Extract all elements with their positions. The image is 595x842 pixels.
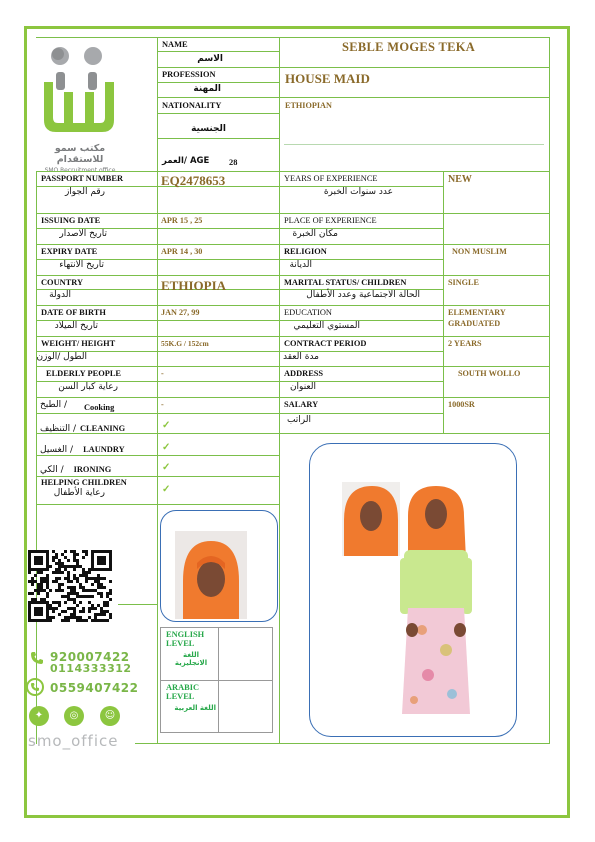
age-label: العمر/ AGE [162,156,210,166]
elderly-label-ar: رعاية كبار السن [58,382,118,392]
passport-photo [175,531,247,619]
phone-number-1: 920007422 [50,650,130,664]
expiry-date-label-ar: تاريخ الانتهاء [59,260,104,270]
profession-label: PROFESSION [162,70,216,79]
full-body-photo [342,480,472,720]
religion-label: RELIGION [284,247,327,256]
nationality-underline [284,144,544,145]
nationality-label-ar: الجنسية [191,124,226,134]
weight-height-label: WEIGHT/ HEIGHT [41,339,116,348]
ironing-row [40,459,111,477]
education-value: ELEMENTARY GRADUATED [448,308,506,328]
elderly-value: - [161,369,164,378]
country-value: ETHIOPIA [161,278,227,293]
marital-label: MARITAL STATUS/ CHILDREN [284,278,407,287]
phone-number-2: 0114333312 [50,662,132,675]
country-label-ar: الدولة [49,290,71,300]
marital-label-ar: الحالة الاجتماعية وعدد الأطفال [306,290,420,300]
expiry-date-label: EXPIRY DATE [41,247,98,256]
brand-arabic-name: مكتب سمو للاستقدام [54,143,106,165]
contract-period-value: 2 YEARS [448,339,482,348]
cooking-value: - [161,400,164,409]
profession-value: HOUSE MAID [285,71,370,86]
salary-value: 1000SR [448,400,475,409]
cooking-label-ar: الطبخ / [40,400,68,410]
helping-children-label-ar: رعاية الأطفال [53,488,105,498]
cleaning-label: CLEANING [80,424,126,433]
place-experience-label-ar: مكان الخبرة [292,229,338,239]
religion-value: NON MUSLIM [452,247,507,256]
ironing-label: IRONING [73,465,112,474]
passport-label-ar: رقم الجواز [64,187,105,197]
cleaning-row [40,418,125,436]
salary-label-ar: الراتب [286,415,311,425]
english-level-label: ENGLISH LEVEL [166,630,205,649]
address-label-ar: العنوان [289,382,316,392]
profession-label-ar: المهنة [193,84,221,94]
issuing-date-value: APR 15 , 25 [161,216,203,225]
cleaning-check-icon: ✓ [162,420,171,431]
passport-photo-frame [160,510,278,622]
marital-value: SINGLE [448,278,479,287]
whatsapp-icon [26,678,44,696]
phone-icon [30,651,44,665]
address-label: ADDRESS [284,369,324,378]
contract-period-label-ar: مدة العقد [283,352,319,362]
full-photo-frame [309,443,517,737]
phone-number-3: 0559407422 [50,681,139,695]
dob-value: JAN 27, 99 [161,308,200,317]
laundry-label-ar: الغسيل / [40,445,74,455]
weight-height-label-ar: الطول /الوزن [36,352,87,362]
language-table [160,627,273,733]
name-value: SEBLE MOGES TEKA [342,40,476,54]
qr-code [28,550,112,624]
instagram-icon[interactable]: ◎ [64,706,84,726]
education-label-ar: المستوي التعليمي [293,321,360,331]
weight-height-value: 55K.G / 152cm [161,339,209,348]
education-label: EDUCATION [284,308,332,317]
dob-label: DATE OF BIRTH [41,308,106,317]
religion-label-ar: الديانة [289,260,312,270]
country-label: COUNTRY [41,278,84,287]
salary-label: SALARY [284,400,319,409]
brand-logo [38,42,122,170]
laundry-label: LAUNDRY [83,445,125,454]
expiry-date-value: APR 14 , 30 [161,247,203,256]
arabic-level-label-ar: اللغة العربية [174,704,216,712]
helping-children-label: HELPING CHILDREN [41,478,127,487]
cooking-label: Cooking [84,403,115,412]
passport-value: EQ2478653 [161,173,226,188]
ironing-check-icon: ✓ [162,462,171,473]
snapchat-icon[interactable]: ☺ [100,706,120,726]
social-handle: smo_office [28,732,119,750]
name-label-ar: الاسم [197,54,223,64]
ironing-label-ar: الكي / [40,465,64,475]
address-value: SOUTH WOLLO [458,369,521,378]
experience-value: NEW [448,174,472,185]
elderly-label: ELDERLY PEOPLE [46,369,122,378]
arabic-level-label: ARABIC LEVEL [166,683,200,702]
age-value: 28 [229,158,238,167]
dob-label-ar: تاريخ الميلاد [54,321,98,331]
experience-label-ar: عدد سنوات الخبرة [323,187,393,197]
contract-period-label: CONTRACT PERIOD [284,339,367,348]
issuing-date-label-ar: تاريخ الاصدار [59,229,107,239]
twitter-icon[interactable]: ✦ [29,706,49,726]
issuing-date-label: ISSUING DATE [41,216,101,225]
laundry-row [40,439,125,457]
passport-label: PASSPORT NUMBER [41,174,123,183]
nationality-label: NATIONALITY [162,101,222,110]
cleaning-label-ar: التنظيف / [40,424,76,434]
experience-label: YEARS OF EXPERIENCE [284,174,378,183]
nationality-value: ETHIOPIAN [285,101,332,110]
helping-children-check-icon: ✓ [162,484,171,495]
laundry-check-icon: ✓ [162,442,171,453]
english-level-label-ar: اللغة الانجليزية [174,651,208,667]
name-label: NAME [162,40,188,49]
place-experience-label: PLACE OF EXPERIENCE [284,216,377,225]
